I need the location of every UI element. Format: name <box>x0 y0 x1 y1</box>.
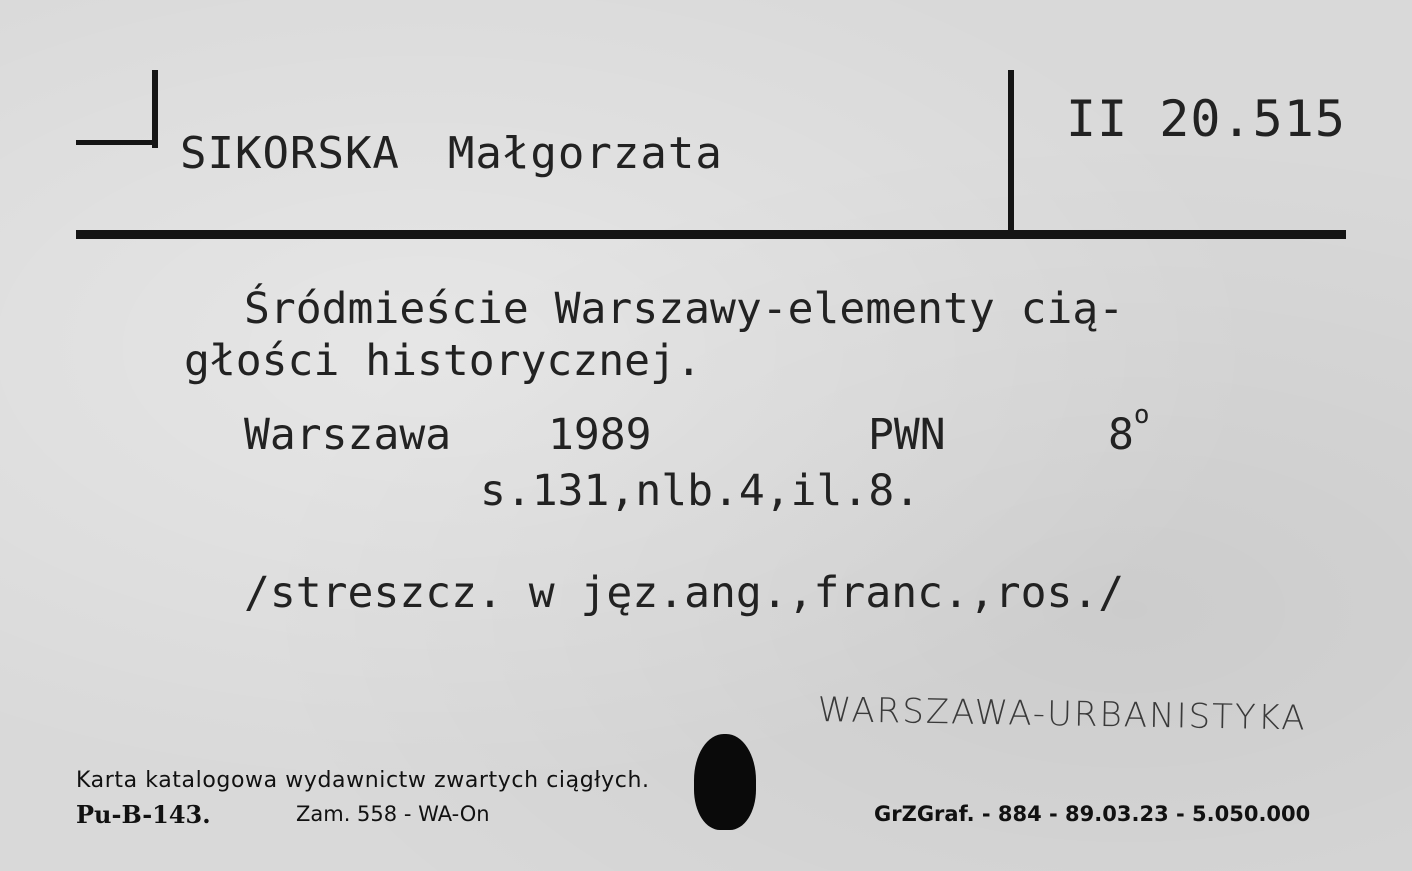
header-rule <box>76 230 1346 239</box>
footer-order: Zam. 558 - WA-On <box>296 802 490 826</box>
footer-form-code: Pu-B-143. <box>76 800 211 829</box>
author-heading <box>180 128 723 179</box>
author-given-name: Małgorzata <box>447 128 723 179</box>
format-superscript: o <box>1133 400 1150 430</box>
call-number: II 20.515 <box>1066 90 1346 148</box>
punch-hole <box>694 734 756 830</box>
publication-year: 1989 <box>548 410 652 460</box>
publication-place: Warszawa <box>244 410 452 460</box>
abstract-note: /streszcz. w jęz.ang.,franc.,ros./ <box>244 568 1125 618</box>
format-number: 8 <box>1108 410 1134 460</box>
footer-printer: GrZGraf. - 884 - 89.03.23 - 5.050.000 <box>874 802 1311 826</box>
header-divider <box>1008 70 1014 238</box>
footer-card-type: Karta katalogowa wydawnictw zwartych ciągłych. <box>76 768 650 793</box>
collation: s.131,nlb.4,il.8. <box>480 466 921 516</box>
handwritten-subject-heading: WARSZAWA-URBANISTYKA <box>817 690 1307 739</box>
book-format <box>1108 400 1150 460</box>
title-line-1: Śródmieście Warszawy-elementy cią- <box>244 284 1125 334</box>
corner-bracket-horizontal <box>76 140 156 145</box>
corner-bracket-vertical <box>152 70 158 148</box>
title-line-2: głości historycznej. <box>184 336 702 386</box>
publisher: PWN <box>868 410 946 460</box>
author-surname: SIKORSKA <box>180 128 400 179</box>
